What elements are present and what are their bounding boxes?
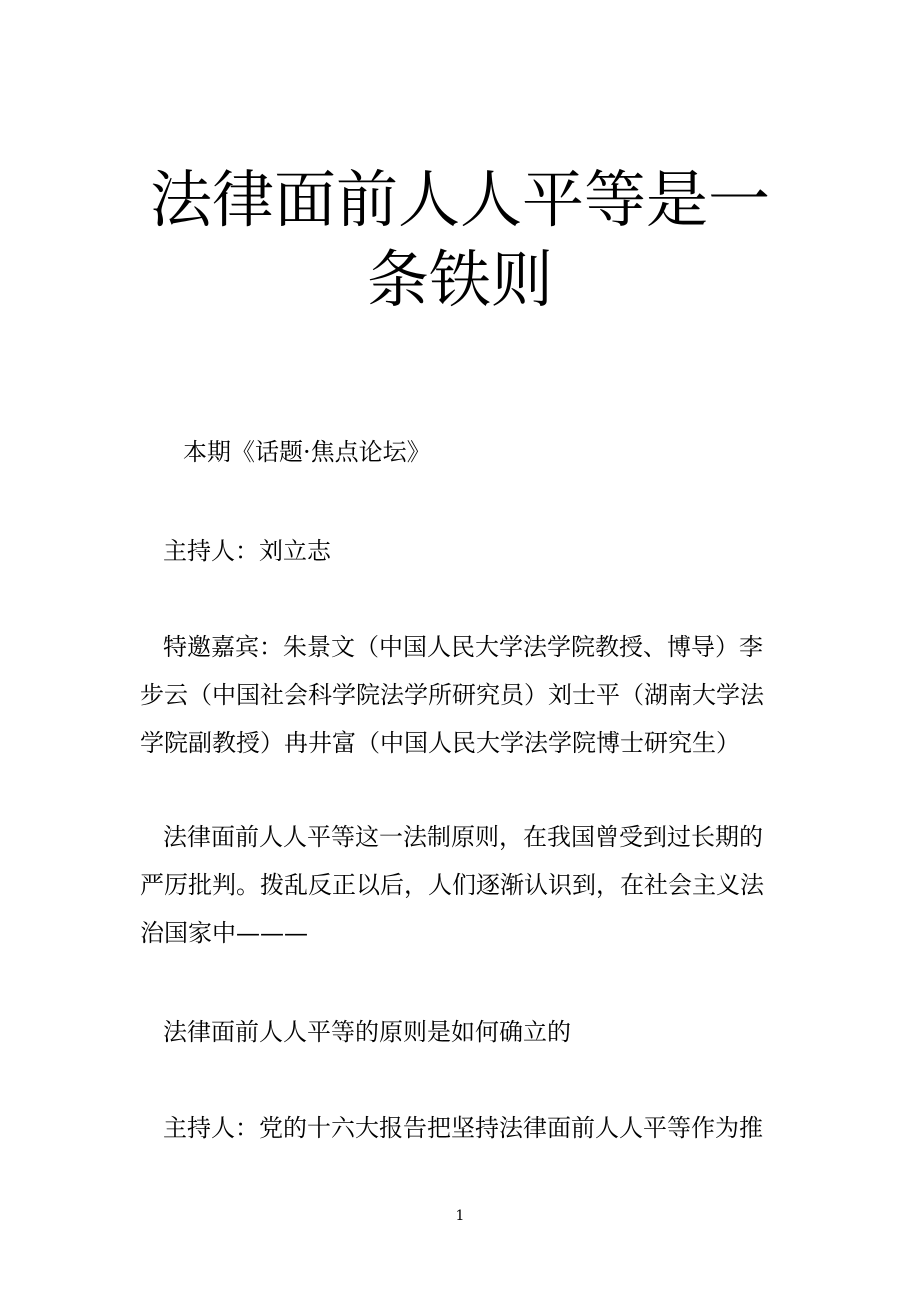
issue-line: 本期《话题·焦点论坛》 <box>183 438 431 466</box>
intro-paragraph: 法律面前人人平等这一法制原则，在我国曾受到过长期的严厉批判。拨乱反正以后，人们逐渐认识到，在社会主义法治国家中——— <box>140 823 764 947</box>
document-title: 法律面前人人平等是一条铁则 <box>149 163 770 316</box>
host-speech-paragraph: 主持人：党的十六大报告把坚持法律面前人人平等作为推 <box>163 1114 763 1142</box>
guests-paragraph: 特邀嘉宾：朱景文（中国人民大学法学院教授、博导）李步云（中国社会科学院法学所研究员）刘士平（湖南大学法学院副教授）冉井富（中国人民大学法学院博士研究生） <box>140 633 764 757</box>
page-number: 1 <box>455 1208 465 1224</box>
question-heading: 法律面前人人平等的原则是如何确立的 <box>163 1018 571 1046</box>
host-line: 主持人：刘立志 <box>163 537 331 565</box>
